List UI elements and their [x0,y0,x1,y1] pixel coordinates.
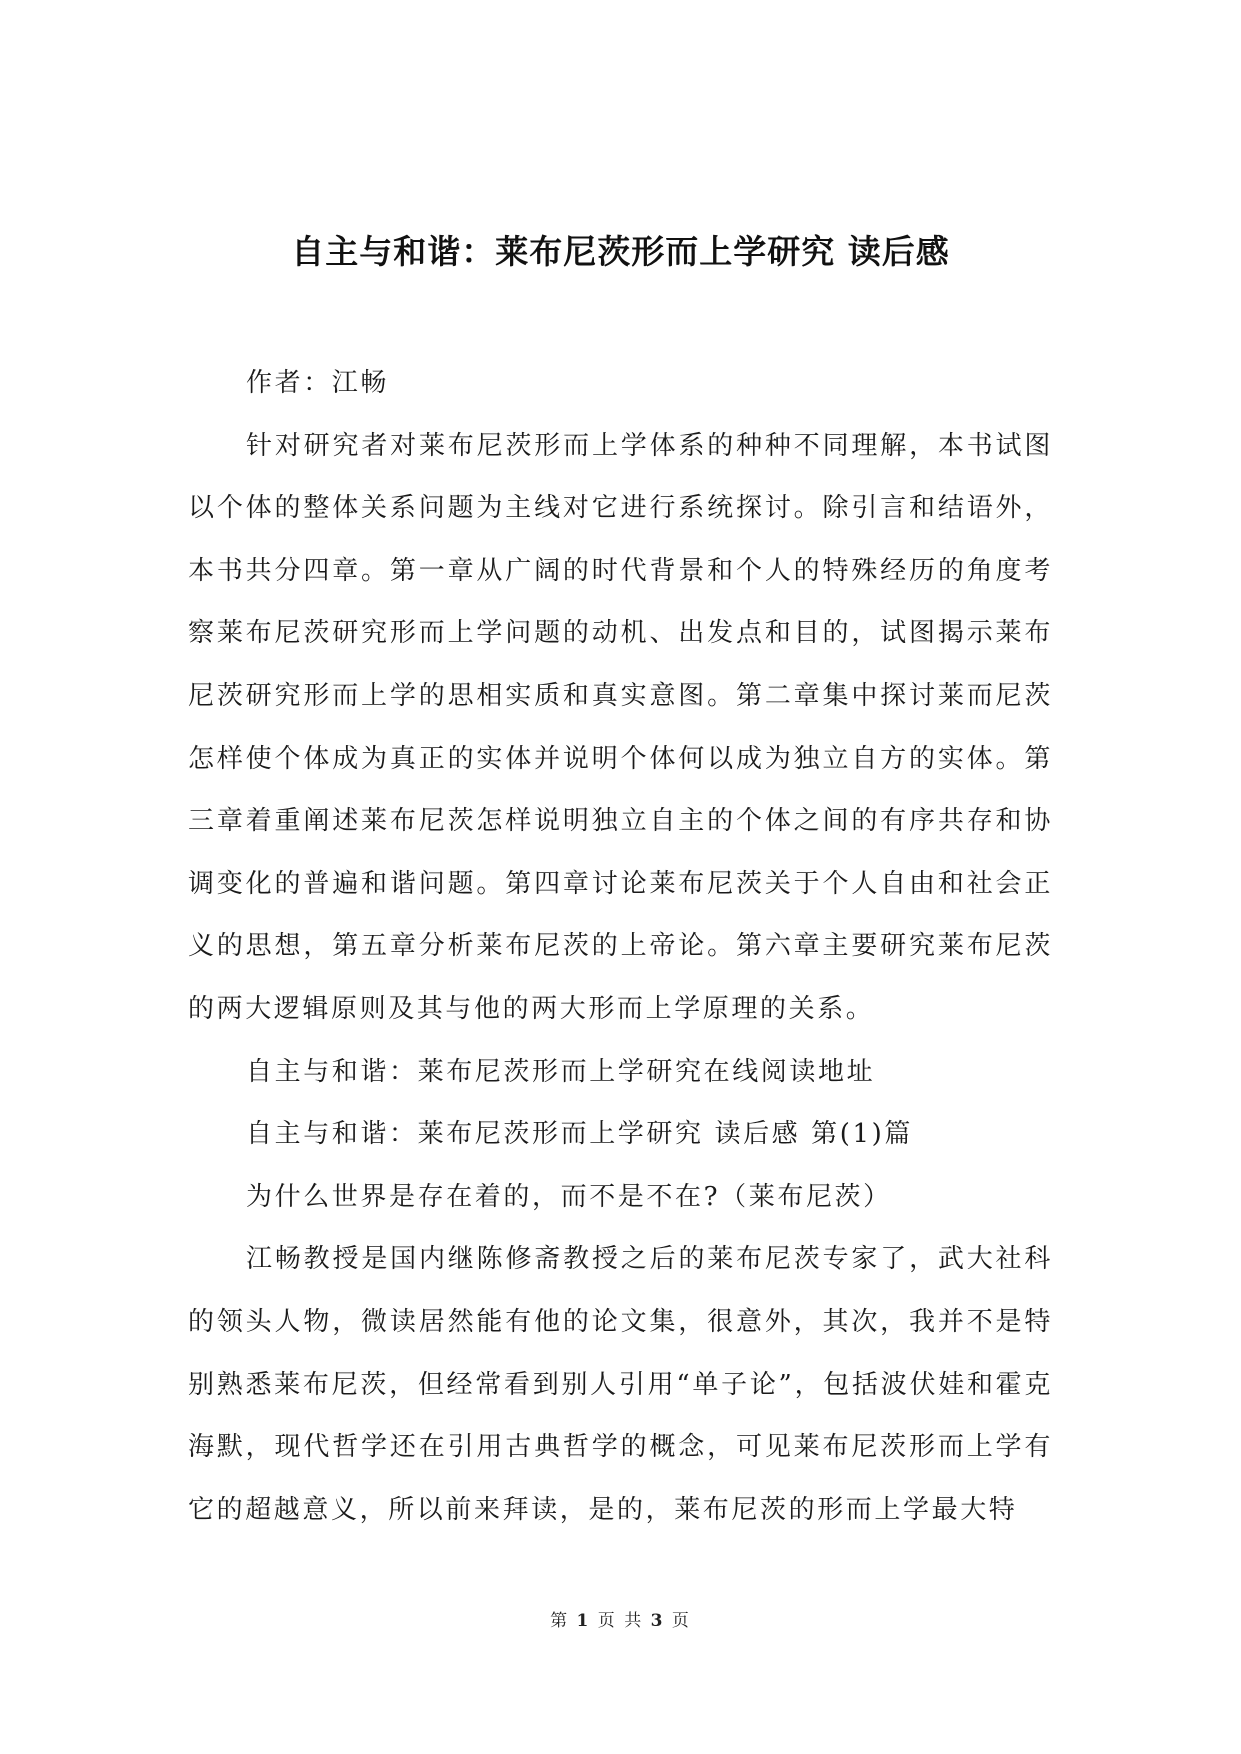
document-title: 自主与和谐：莱布尼茨形而上学研究 读后感 [291,232,950,271]
paragraph-review-body: 江畅教授是国内继陈修斋教授之后的莱布尼茨专家了，武大社科的领头人物，微读居然能有他的论文集，很意外，其次，我并不是特别熟悉莱布尼茨，但经常看到别人引用“单子论”，包括波伏娃和霍克海默，现代哲学还在引用古典哲学的概念，可见莱布尼茨形而上学有它的超越意义，所以前来拜读，是的，莱布尼茨的形而上学最大特 [188,1244,1053,1525]
footer-total-pages: 3 [650,1611,665,1631]
document-body [188,352,1053,1541]
author-line: 作者：江畅 [246,368,390,398]
paragraph-review-heading: 自主与和谐：莱布尼茨形而上学研究 读后感 第(1)篇 [246,1119,913,1150]
paragraph-quote: 为什么世界是存在着的，而不是不在?（莱布尼茨） [246,1181,892,1212]
footer-prefix: 第 [550,1611,570,1631]
paragraph-summary: 针对研究者对莱布尼茨形而上学体系的种种不同理解，本书试图以个体的整体关系问题为主线对它进行系统探讨。除引言和结语外，本书共分四章。第一章从广阔的时代背景和个人的特殊经历的角度考察莱布尼茨研究形而上学问题的动机、出发点和目的，试图揭示莱布尼茨研究形而上学的思相实质和真实意图。第二章集中探讨莱而尼茨怎样使个体成为真正的实体并说明个体何以成为独立自方的实体。第三章着重阐述莱布尼茨怎样说明独立自主的个体之间的有序共存和协调变化的普遍和谐问题。第四章讨论莱布尼茨关于个人自由和社会正义的思想，第五章分析莱布尼茨的上帝论。第六章主要研究莱布尼茨的两大逻辑原则及其与他的两大形而上学原理的关系。 [188,430,1053,1024]
paragraph-online-link: 自主与和谐：莱布尼茨形而上学研究在线阅读地址 [246,1056,876,1087]
page-footer [0,1606,1241,1631]
footer-middle: 页 共 [597,1611,644,1631]
footer-current-page: 1 [576,1611,591,1631]
footer-suffix: 页 [671,1611,691,1631]
